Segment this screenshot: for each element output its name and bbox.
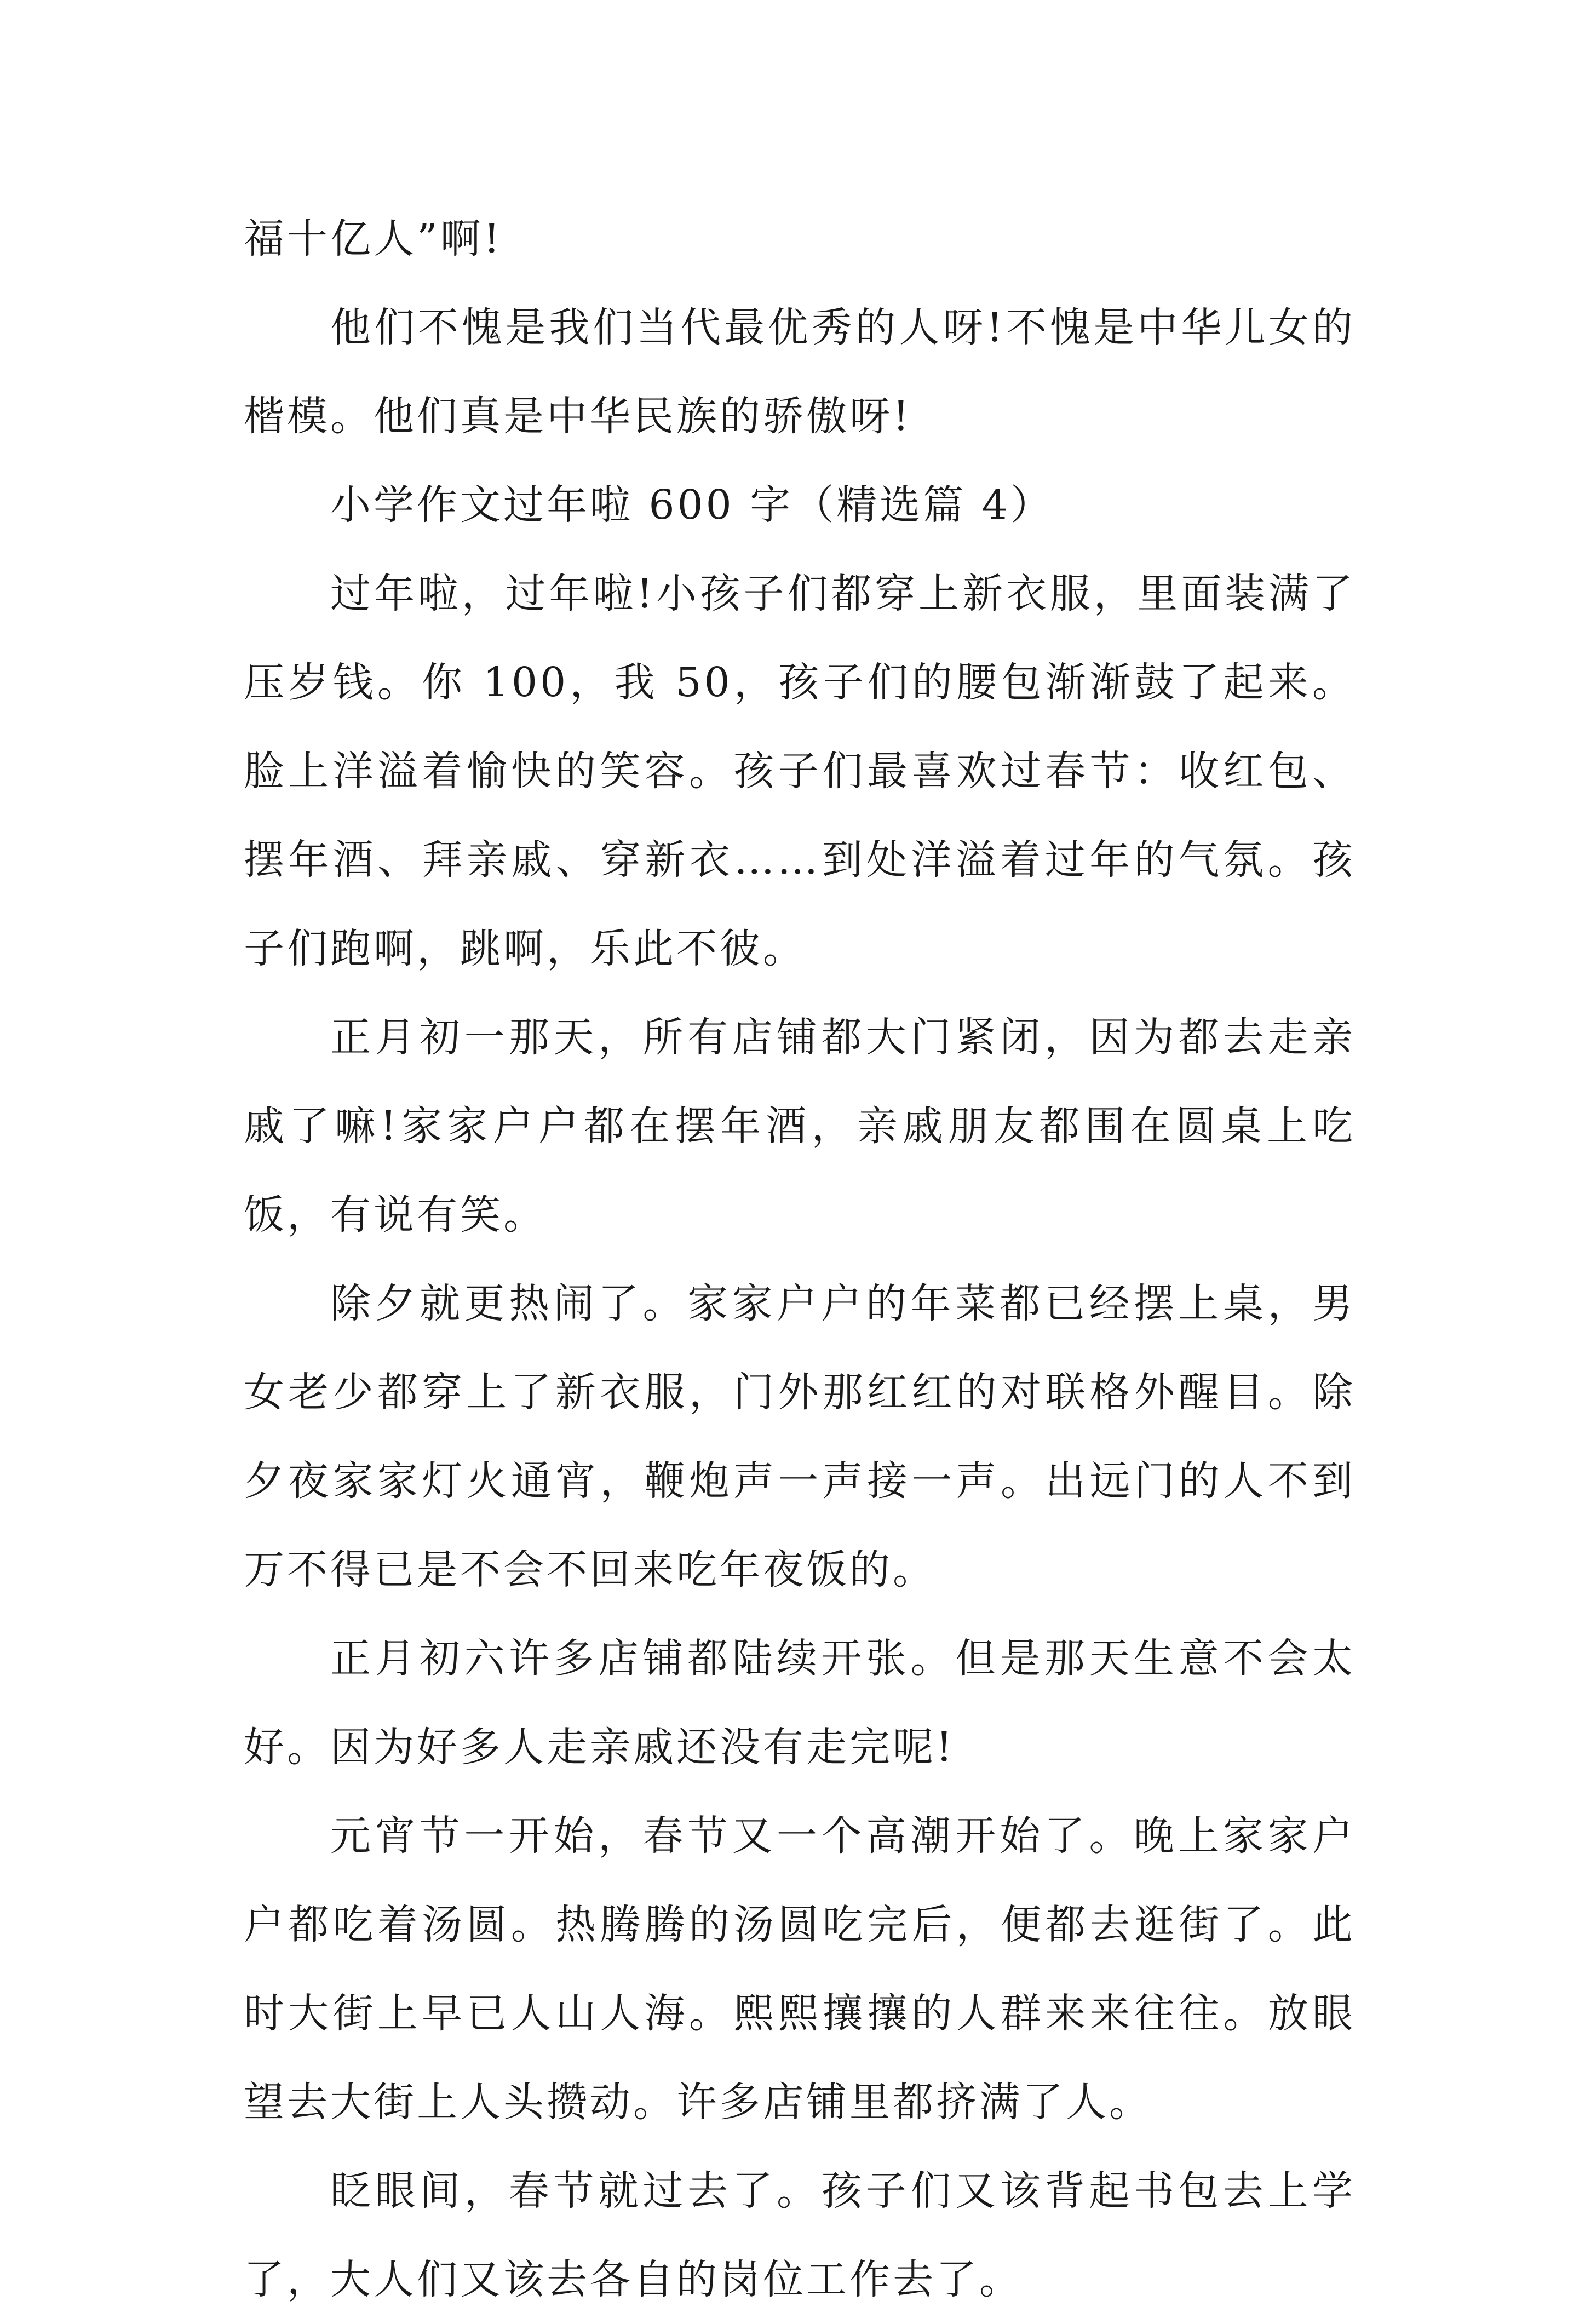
paragraph: 过年啦，过年啦!小孩子们都穿上新衣服，里面装满了压岁钱。你 100，我 50，孩子们的腰包渐渐鼓了起来。脸上洋溢着愉快的笑容。孩子们最喜欢过春节：收红包、摆年酒、拜亲戚、穿新衣……到处洋溢着过年的气氛。孩子们跑啊，跳啊，乐此不彼。 <box>244 570 1356 972</box>
document-body <box>244 194 1356 2324</box>
paragraph: 正月初一那天，所有店铺都大门紧闭，因为都去走亲戚了嘛!家家户户都在摆年酒，亲戚朋友都围在圆桌上吃饭，有说有笑。 <box>244 1014 1356 1238</box>
paragraph: 眨眼间，春节就过去了。孩子们又该背起书包去上学了，大人们又该去各自的岗位工作去了。 <box>244 2167 1356 2303</box>
paragraph-continuation: 福十亿人”啊! <box>244 215 503 262</box>
paragraph: 他们不愧是我们当代最优秀的人呀!不愧是中华儿女的楷模。他们真是中华民族的骄傲呀! <box>244 304 1356 440</box>
paragraph: 除夕就更热闹了。家家户户的年菜都已经摆上桌，男女老少都穿上了新衣服，门外那红红的对联格外醒目。除夕夜家家灯火通宵，鞭炮声一声接一声。出远门的人不到万不得已是不会不回来吃年夜饭的。 <box>244 1280 1356 1593</box>
essay-title: 小学作文过年啦 600 字（精选篇 4） <box>330 481 1054 529</box>
paragraph: 正月初六许多店铺都陆续开张。但是那天生意不会太好。因为好多人走亲戚还没有走完呢! <box>244 1635 1356 1771</box>
paragraph: 元宵节一开始，春节又一个高潮开始了。晚上家家户户都吃着汤圆。热腾腾的汤圆吃完后，便都去逛街了。此时大街上早已人山人海。熙熙攘攘的人群来来往往。放眼望去大街上人头攒动。许多店铺里都挤满了人。 <box>244 1812 1356 2126</box>
